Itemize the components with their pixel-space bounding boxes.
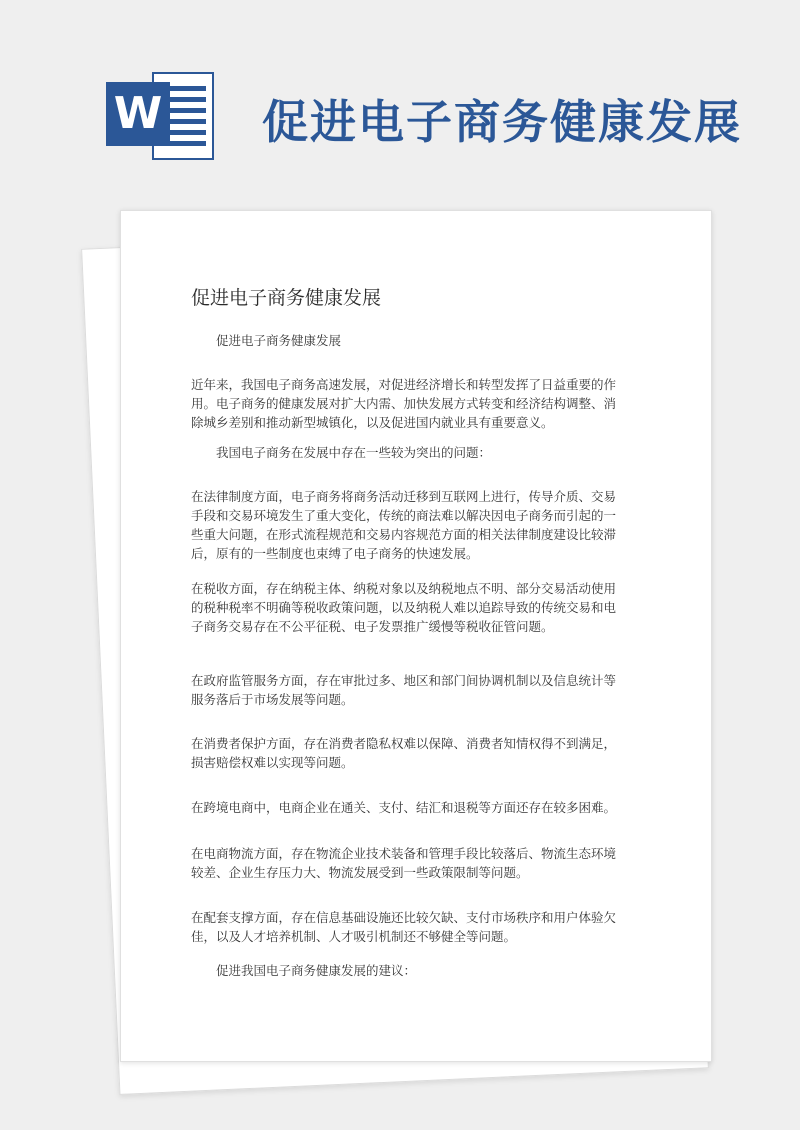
document-page: [120, 210, 712, 1062]
banner: [0, 0, 800, 200]
banner-title: 促进电子商务健康发展: [262, 95, 742, 149]
paragraph: 近年来，我国电子商务高速发展，对促进经济增长和转型发挥了日益重要的作用。电子商务的健康发展对扩大内需、加快发展方式转变和经济结构调整、消除城乡差别和推动新型城镇化，以及促进国内就业具有重要意义。: [191, 377, 617, 430]
paragraph: 在法律制度方面，电子商务将商务活动迁移到互联网上进行，传导介质、交易手段和交易环境发生了重大变化，传统的商法难以解决因电子商务而引起的一些重大问题，在形式流程规范和交易内容规范方面的相关法律制度建设比较滞后，原有的一些制度也束缚了电子商务的快速发展。: [191, 489, 617, 561]
paragraph: 在配套支撑方面，存在信息基础设施还比较欠缺、支付市场秩序和用户体验欠佳，以及人才培养机制、人才吸引机制还不够健全等问题。: [191, 910, 617, 944]
paragraph: 在政府监管服务方面，存在审批过多、地区和部门间协调机制以及信息统计等服务落后于市场发展等问题。: [191, 673, 617, 707]
paragraph: 在消费者保护方面，存在消费者隐私权难以保障、消费者知情权得不到满足，损害赔偿权难以实现等问题。: [191, 736, 617, 770]
paragraph: 在税收方面，存在纳税主体、纳税对象以及纳税地点不明、部分交易活动使用的税种税率不明确等税收政策问题，以及纳税人难以追踪导致的传统交易和电子商务交易存在不公平征税、电子发票推广缓慢等税收征管问题。: [191, 581, 617, 634]
paragraph: 我国电子商务在发展中存在一些较为突出的问题：: [216, 445, 492, 460]
paragraph: 促进电子商务健康发展: [216, 333, 342, 348]
document-title: 促进电子商务健康发展: [191, 287, 382, 309]
word-document-icon: [106, 72, 216, 160]
word-logo-letter: W: [106, 82, 170, 146]
paragraph: 促进我国电子商务健康发展的建议：: [216, 963, 417, 978]
paragraph: 在电商物流方面，存在物流企业技术装备和管理手段比较落后、物流生态环境较差、企业生存压力大、物流发展受到一些政策限制等问题。: [191, 846, 617, 880]
paragraph: 在跨境电商中，电商企业在通关、支付、结汇和退税等方面还存在较多困难。: [191, 800, 617, 815]
